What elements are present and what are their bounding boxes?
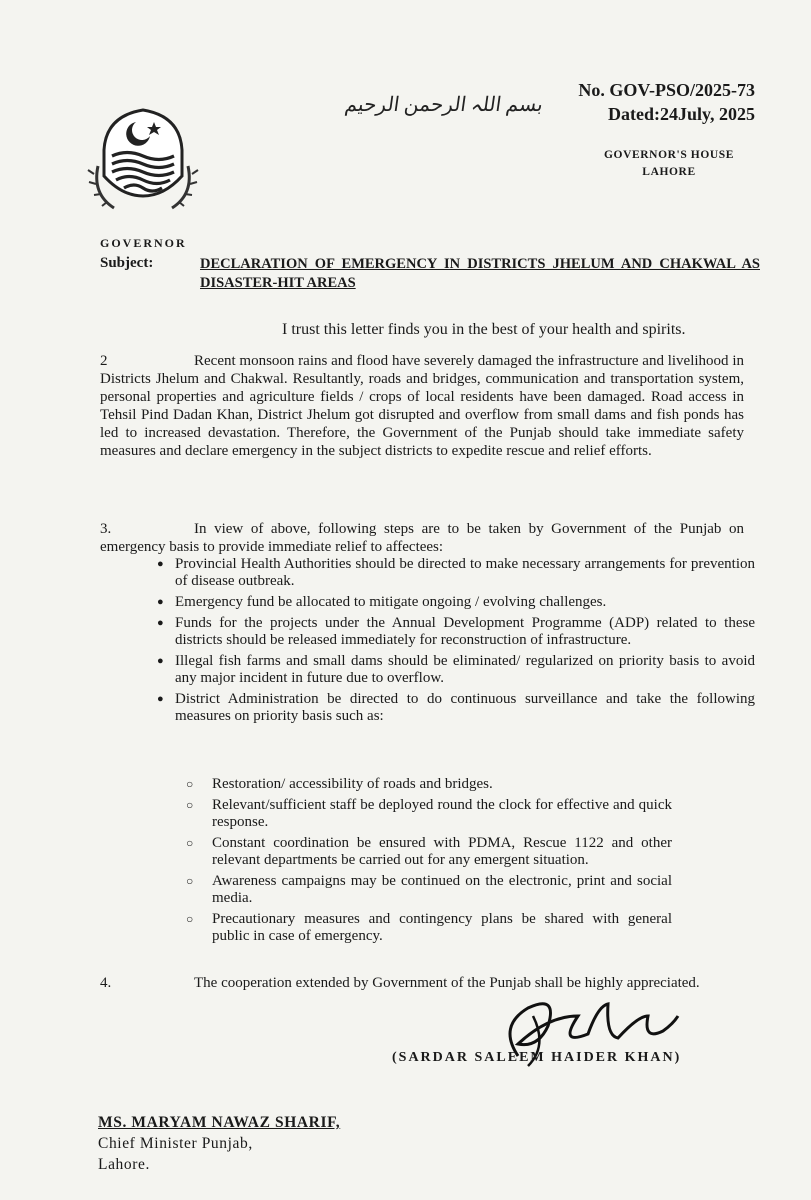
list-item: ● Emergency fund be allocated to mitigate ongoing / evolving challenges.: [155, 594, 755, 611]
addressee-city: Lahore.: [98, 1156, 150, 1173]
paragraph-3-number: 3.: [100, 521, 112, 537]
addressee-title: Chief Minister Punjab,: [98, 1135, 253, 1152]
list-item: ○ Precautionary measures and contingency plans be shared with general public in case of emergency.: [192, 911, 672, 945]
sender-designation: GOVERNOR: [100, 236, 187, 250]
addressee-block: [98, 1112, 340, 1175]
subject-label: Subject:: [100, 255, 154, 271]
punjab-government-emblem: [84, 96, 202, 214]
office-line-2: LAHORE: [642, 166, 696, 178]
list-item: ○ Restoration/ accessibility of roads and bridges.: [192, 776, 672, 793]
relief-steps-list: [155, 556, 755, 729]
priority-measures-list: [192, 776, 672, 949]
paragraph-4-text: The cooperation extended by Government of the Punjab shall be highly appreciated.: [194, 975, 700, 991]
paragraph-2: [100, 352, 744, 460]
list-item: ○ Constant coordination be ensured with PDMA, Rescue 1122 and other relevant departments be carried out for any emergent situation.: [192, 835, 672, 869]
paragraph-4-number: 4.: [100, 975, 112, 991]
letter-date: Dated:24July, 2025: [607, 104, 755, 124]
reference-block: [578, 78, 755, 126]
paragraph-2-number: 2: [100, 353, 108, 369]
office-line-1: GOVERNOR'S HOUSE: [604, 149, 735, 161]
paragraph-2-text: Recent monsoon rains and flood have severely damaged the infrastructure and livelihood in Districts Jhelum and Chakwal. Resultantly, roads and bridges, communication and transportation system, personal properties and agriculture fields / crops of local residents have been damaged. Road access in Tehsil Pind Dadan Khan, District Jhelum got disrupted and overflow from small dams and fish ponds has led to increased devastation. Therefore, the Government of the Punjab should take immediate safety measures and declare emergency in the subject districts to expedite rescue and relief efforts.: [100, 353, 744, 459]
subject-text: DECLARATION OF EMERGENCY IN DISTRICTS JHELUM AND CHAKWAL AS DISASTER-HIT AREAS: [200, 256, 760, 291]
list-item: ● Illegal fish farms and small dams should be eliminated/ regularized on priority basis to avoid any major incident in future due to overflow.: [155, 653, 755, 687]
signatory-name: (SARDAR SALEEM HAIDER KHAN): [392, 1050, 682, 1065]
addressee-name: MS. MARYAM NAWAZ SHARIF,: [98, 1114, 341, 1131]
list-item: ● Funds for the projects under the Annual Development Programme (ADP) related to these districts should be released immediately for reconstruction of infrastructure.: [155, 615, 755, 649]
list-item: ○ Relevant/sufficient staff be deployed round the clock for effective and quick response.: [192, 797, 672, 831]
list-item: ● Provincial Health Authorities should be directed to make necessary arrangements for prevention of disease outbreak.: [155, 556, 755, 590]
reference-number: No. GOV-PSO/2025-73: [578, 80, 755, 100]
list-item: ○ Awareness campaigns may be continued on the electronic, print and social media.: [192, 873, 672, 907]
office-address: [604, 147, 734, 181]
paragraph-3-text: In view of above, following steps are to be taken by Government of the Punjab on emergency basis to provide immediate relief to affectees:: [100, 521, 744, 555]
paragraph-3: [100, 520, 744, 556]
list-item: ● District Administration be directed to do continuous surveillance and take the following measures on priority basis such as:: [155, 691, 755, 725]
bismillah-heading: بسم اللہ الرحمن الرحیم: [343, 94, 545, 116]
salutation: I trust this letter finds you in the best of your health and spirits.: [282, 321, 686, 338]
